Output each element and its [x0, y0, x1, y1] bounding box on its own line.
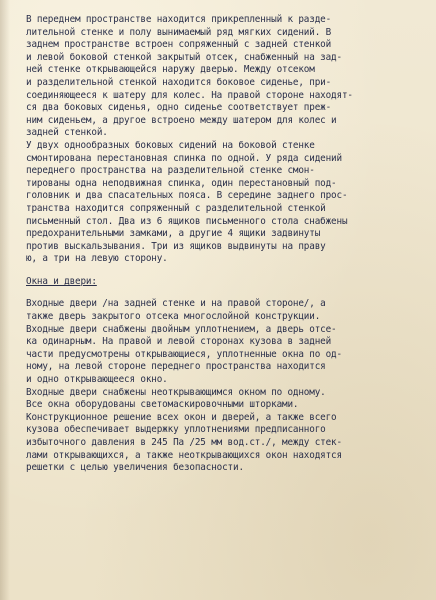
- text-line: транства находится сопряженный с разделительной стенкой: [26, 202, 326, 214]
- text-line: Входные двери /на задней стенке и на правой стороне/, а: [26, 298, 326, 310]
- paragraph-backrests-desk: [26, 140, 422, 266]
- text-line: Входные двери снабжены неоткрывающимся окном по одному.: [26, 386, 326, 398]
- paragraph-windows-doors: [26, 298, 422, 474]
- spacer: [26, 266, 422, 272]
- text-line: и левой боковой стенкой закрытый отсек, снабженный на зад-: [26, 51, 342, 63]
- text-line: ному, на левой стороне переднего пространства находится: [26, 361, 326, 373]
- text-line: соединяющееся к шатеру для колес. На правой стороне находят-: [26, 89, 353, 101]
- text-line: и одно открывающееся окно.: [26, 374, 168, 386]
- text-line: В переднем пространстве находится прикрепленный к разде-: [26, 14, 332, 25]
- text-line: Конструкционное решение всех окон и дверей, а также всего: [26, 411, 337, 423]
- document-text: [26, 14, 422, 475]
- text-line: У двух однообразных боковых сидений на боковой стенке: [26, 139, 315, 151]
- text-line: ся два боковых сиденья, одно сиденье соответствует преж-: [26, 102, 332, 114]
- text-line: тированы одна неподвижная спинка, один перестановный под-: [26, 177, 337, 189]
- text-line: части предусмотрены открывающиеся, уплотненные окна по од-: [26, 348, 342, 360]
- text-line: письменный стол. Два из 6 ящиков письменного стола снабжены: [26, 215, 348, 227]
- text-line: задней стенкой.: [26, 127, 108, 139]
- text-line: смонтирована перестановная спинка по одной. У ряда сидений: [26, 152, 342, 164]
- text-line: и разделительной стенкой находится боковое сиденье, при-: [26, 76, 332, 88]
- page-edge-shadow: [0, 0, 10, 600]
- section-heading-windows-doors: Окна и двери:: [26, 275, 97, 287]
- text-line: избыточного давления в 245 Па /25 мм вод.ст./, между стек-: [26, 437, 342, 448]
- text-line: ка одинарным. На правой и левой сторонах кузова в задней: [26, 336, 332, 348]
- text-line: ним сиденьем, а другое встроено между шатером для колес и: [26, 114, 337, 126]
- text-line: лительной стенке и полу вынимаемый ряд мягких сидений. В: [26, 26, 332, 38]
- text-line: решетки с целью увеличения безопасности.: [26, 462, 244, 474]
- text-line: головник и два спасательных пояса. В середине заднего прос-: [26, 190, 348, 202]
- text-line: ней стенке открывающейся наружу дверью. Между отсеком: [26, 64, 315, 76]
- paragraph-seating-front-rear: [26, 14, 422, 140]
- text-line: Все окна оборудованы светомаскировочными шторками.: [26, 399, 299, 411]
- text-line: ю, а три на левую сторону.: [26, 253, 168, 265]
- text-line: также дверь закрытого отсека многослойной конструкции.: [26, 311, 321, 323]
- text-line: против выскальзывания. Три из ящиков выдвинуты на праву: [26, 240, 326, 252]
- text-line: переднего пространства на разделительной стенке смон-: [26, 165, 315, 177]
- text-line: Входные двери снабжены двойным уплотнением, а дверь отсе-: [26, 323, 337, 335]
- text-line: кузова обеспечивает выдержку уплотнениями предписанного: [26, 424, 326, 436]
- text-line: предохранительными замками, а другие 4 ящики задвинуты: [26, 228, 321, 240]
- text-line: лами открывающихся, а также неоткрывающихся окон находятся: [26, 449, 342, 461]
- text-line: заднем пространстве встроен сопряженный с задней стенкой: [26, 39, 332, 51]
